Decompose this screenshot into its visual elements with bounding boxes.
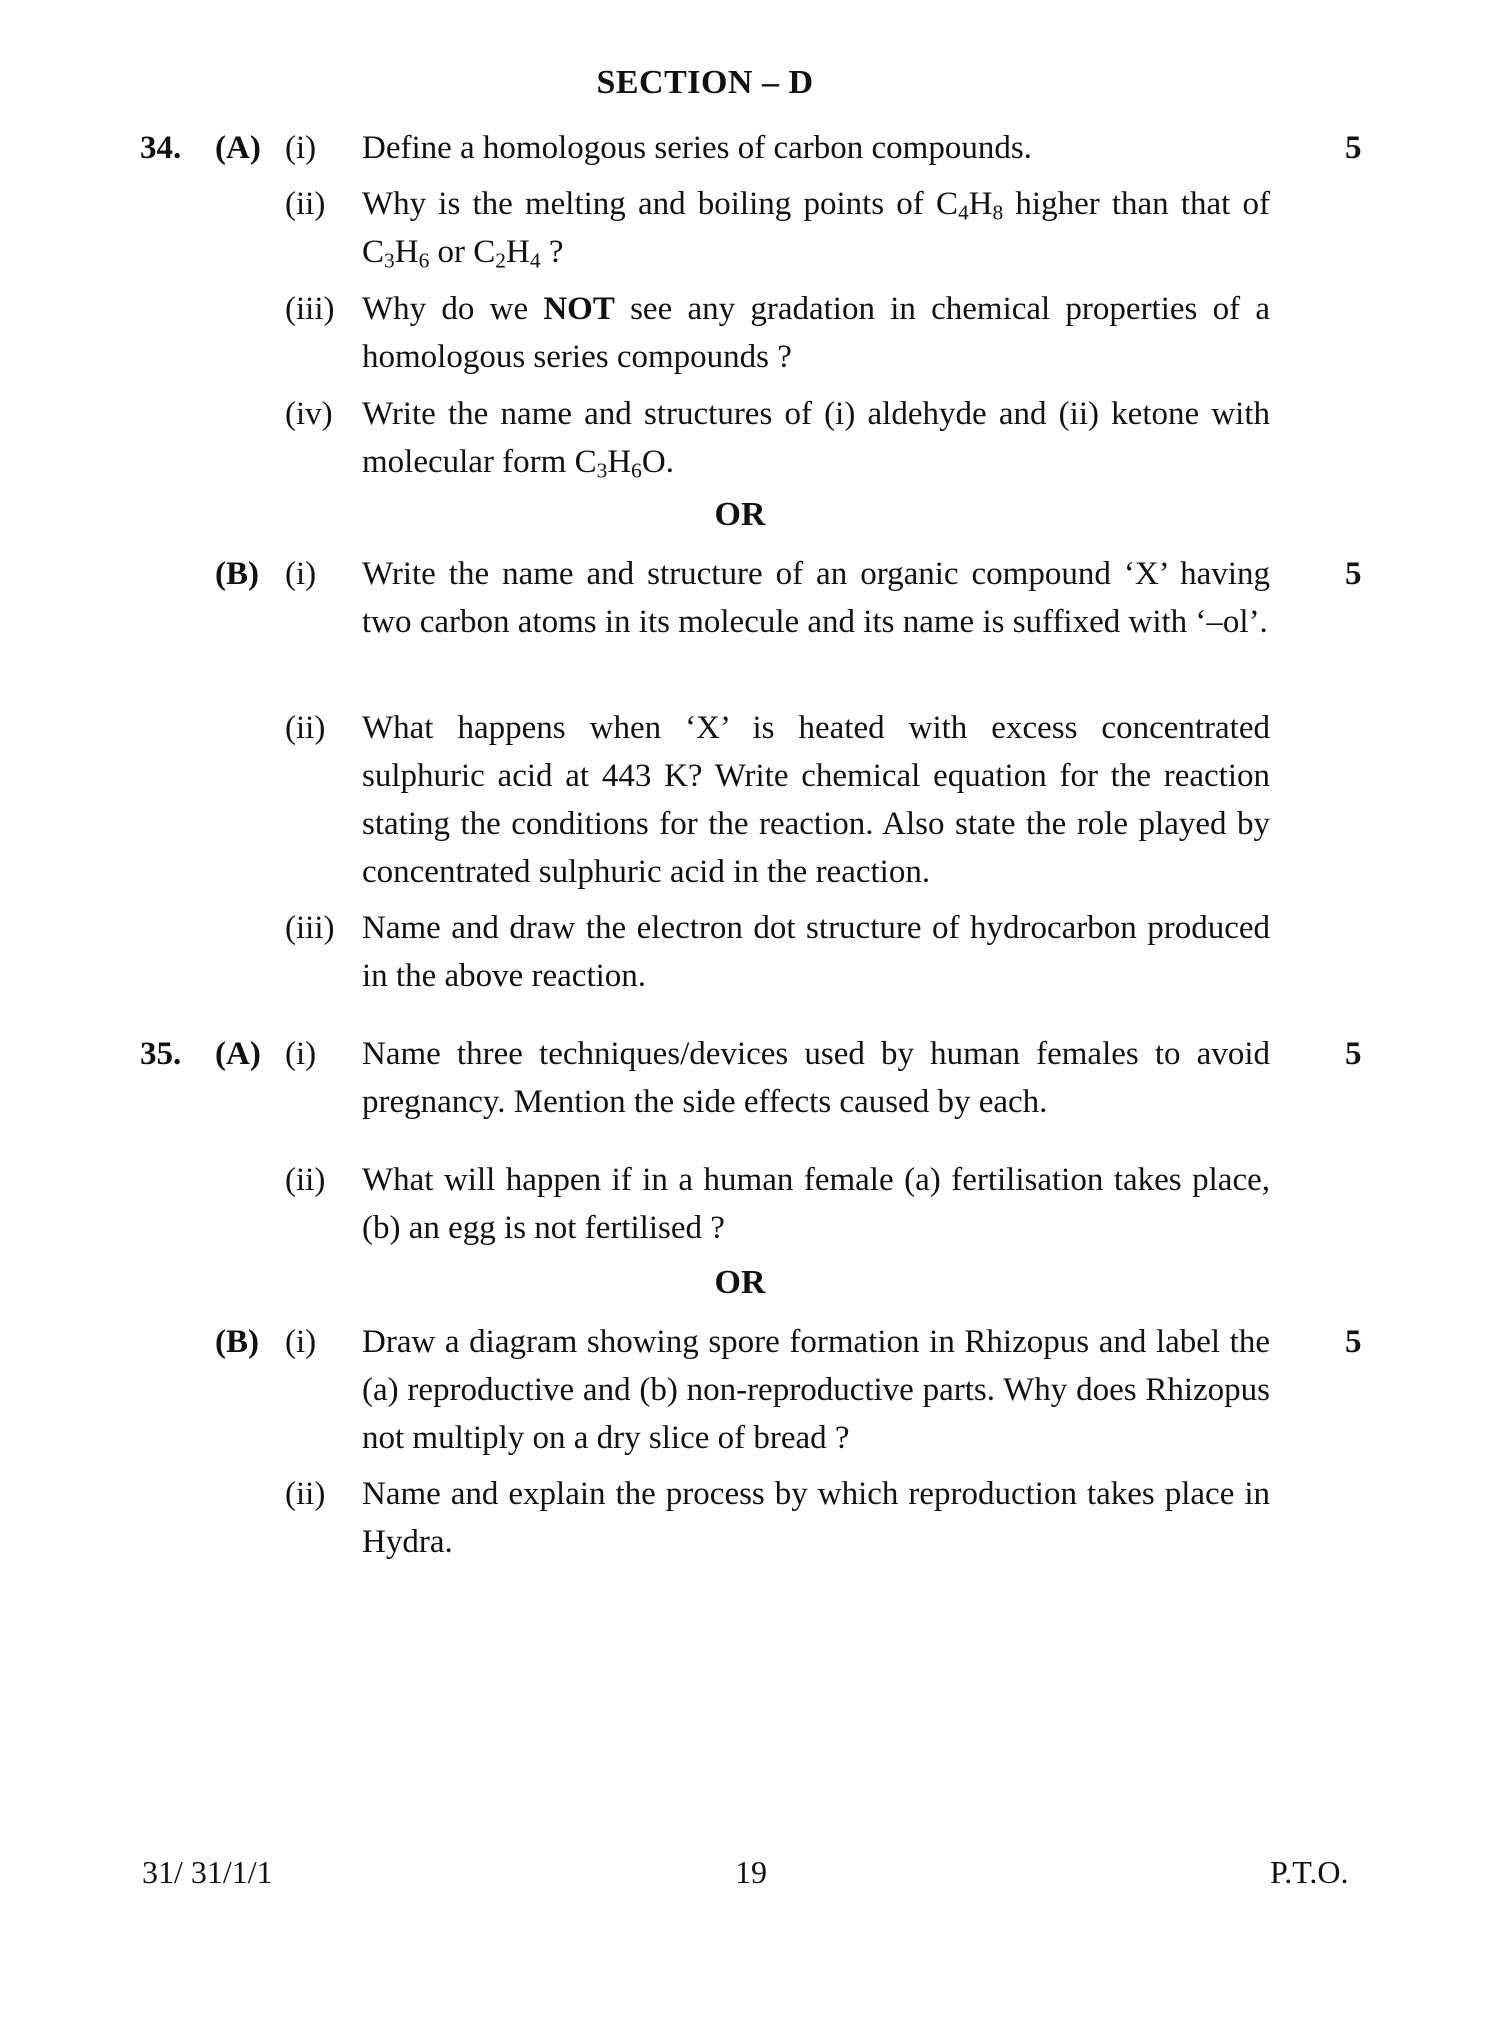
- q35-a-marks: 5: [1345, 1036, 1362, 1072]
- section-title: SECTION – D: [596, 64, 814, 101]
- q34-a-marks: 5: [1345, 130, 1362, 166]
- q34-a-i-number: (i): [285, 130, 317, 166]
- q35-option-a-label: (A): [215, 1036, 261, 1072]
- q35-b-ii-text: Name and explain the process by which reproduction takes place in Hydra.: [362, 1476, 1270, 1560]
- q34-b-marks: 5: [1345, 556, 1362, 592]
- q34-a-ii-text: Why is the melting and boiling points of $C_4H_8$ higher than that of $C_3H_6$ or $C_2H_4$ ?: [362, 186, 1270, 273]
- or-divider-q35: OR: [714, 1264, 766, 1301]
- q34-a-iii-number: (iii): [285, 291, 335, 327]
- question-number-34: 34.: [140, 130, 182, 166]
- q35-a-ii-text: What will happen if in a human female (a) fertilisation takes place, (b) an egg is not fertilised ?: [362, 1162, 1270, 1246]
- q35-a-i-number: (i): [285, 1036, 317, 1072]
- question-number-35: 35.: [140, 1036, 182, 1072]
- q34-b-i-text: Write the name and structure of an organic compound ‘X’ having two carbon atoms in its molecule and its name is suffixed with ‘–ol’.: [362, 556, 1270, 640]
- q35-option-b-label: (B): [215, 1324, 259, 1360]
- q34-a-i-text: Define a homologous series of carbon compounds.: [362, 130, 1032, 166]
- q34-b-i-number: (i): [285, 556, 317, 592]
- q34-option-a-label: (A): [215, 130, 261, 166]
- q34-a-iv-text: Write the name and structures of (i) aldehyde and (ii) ketone with molecular form $C_3H_6O$.: [362, 396, 1270, 483]
- q34-a-iv-number: (iv): [285, 396, 333, 432]
- q35-b-i-text: Draw a diagram showing spore formation in Rhizopus and label the (a) reproductive and (b) non-reproductive parts. Why does Rhizopus not multiply on a dry slice of bread ?: [362, 1324, 1270, 1456]
- q34-a-iii-text: Why do we NOT see any gradation in chemical properties of a homologous series compounds ?: [362, 291, 1270, 375]
- footer-pto: P.T.O.: [1270, 1854, 1349, 1890]
- q34-b-iii-text: Name and draw the electron dot structure of hydrocarbon produced in the above reaction.: [362, 910, 1270, 994]
- or-divider-q34: OR: [714, 496, 766, 533]
- footer-paper-code: 31/ 31/1/1: [142, 1854, 273, 1890]
- q35-b-ii-number: (ii): [285, 1476, 326, 1512]
- q34-b-iii-number: (iii): [285, 910, 335, 946]
- footer-page-number: 19: [735, 1854, 767, 1890]
- q34-option-b-label: (B): [215, 556, 259, 592]
- q35-b-i-number: (i): [285, 1324, 317, 1360]
- q35-a-i-text: Name three techniques/devices used by human females to avoid pregnancy. Mention the side effects caused by each.: [362, 1036, 1270, 1120]
- q35-b-marks: 5: [1345, 1324, 1362, 1360]
- q34-b-ii-number: (ii): [285, 710, 326, 746]
- q34-a-ii-number: (ii): [285, 186, 326, 222]
- q35-a-ii-number: (ii): [285, 1162, 326, 1198]
- q34-b-ii-text: What happens when ‘X’ is heated with excess concentrated sulphuric acid at 443 K? Write chemical equation for the reaction stating the conditions for the reaction. Also state the role played by concentrated sulphuric acid in the reaction.: [362, 710, 1270, 890]
